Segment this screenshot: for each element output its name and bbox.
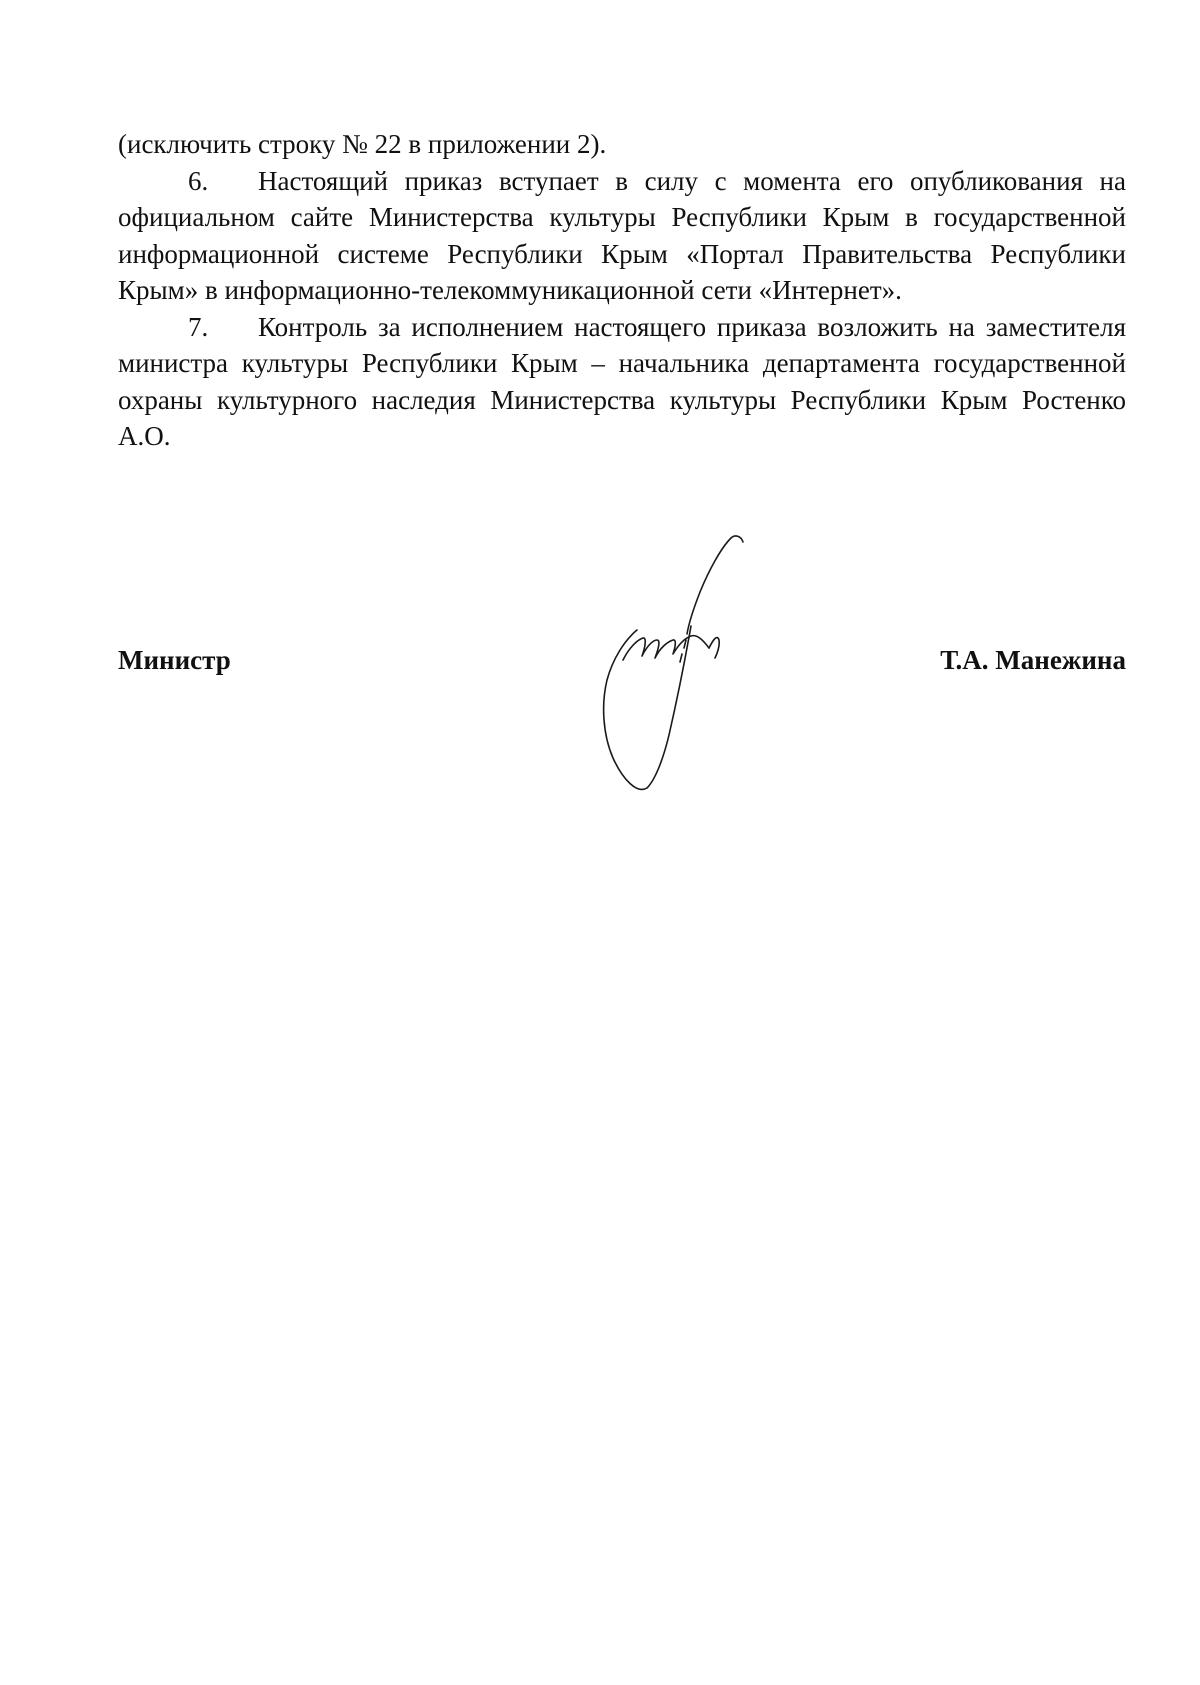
signatory-title: Министр [118, 645, 231, 675]
paragraph-number: 6. [188, 165, 209, 196]
paragraph-number: 7. [188, 311, 209, 342]
signature-block [118, 645, 1126, 685]
document-body [118, 126, 1126, 455]
paragraph-item-6 [118, 163, 1126, 309]
paragraph-text: Настоящий приказ вступает в силу с момента его опубликования на официальном сайте Министерства культуры Республики Крым в государственной информационной системе Республики Крым «Портал Правительства Республики Крым» в информационно-телекоммуникационной сети «Интернет». [118, 165, 1126, 305]
paragraph-continuation [118, 126, 1126, 163]
paragraph-item-7 [118, 309, 1126, 455]
signatory-name: Т.А. Манежина [940, 645, 1126, 675]
paragraph-text: (исключить строку № 22 в приложении 2). [118, 129, 607, 159]
paragraph-text: Контроль за исполнением настоящего приказа возложить на заместителя министра культуры Республики Крым – начальника департамента государственной охраны культурного наследия Министерства культуры Республики Крым Ростенко А.О. [118, 311, 1126, 451]
